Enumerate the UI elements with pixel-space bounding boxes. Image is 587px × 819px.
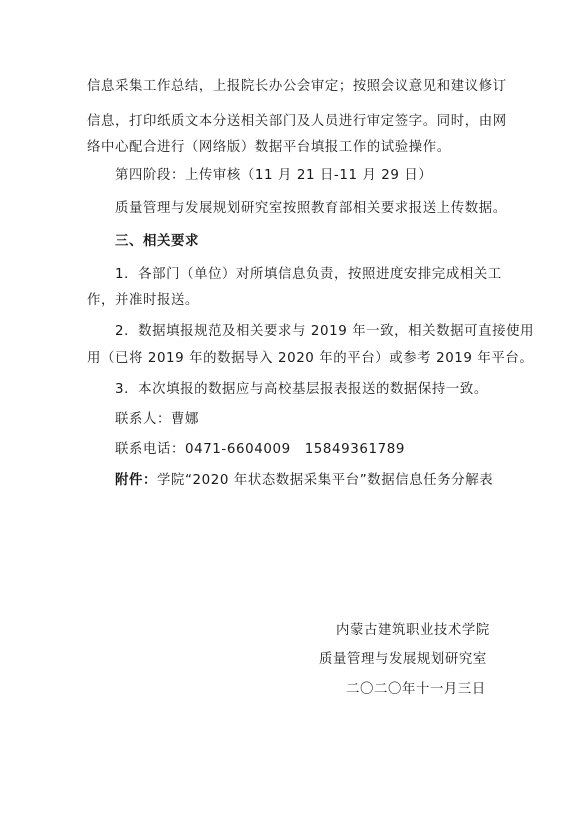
signature-org: 内蒙古建筑职业技术学院 xyxy=(336,623,490,638)
stage4-title: 第四阶段：上传审核（11 月 21 日-11 月 29 日） xyxy=(115,168,433,183)
section-heading: 三、相关要求 xyxy=(115,234,199,249)
requirement-2-line1: 2．数据填报规范及相关要求与 2019 年一致，相关数据可直接使用 xyxy=(115,324,535,339)
requirement-2-line2: 用（已将 2019 年的数据导入 2020 年的平台）或参考 2019 年平台。 xyxy=(87,351,534,366)
signature-date: 二〇二〇年十一月三日 xyxy=(346,682,486,697)
paragraph-line: 信息，打印纸质文本分送相关部门及人员进行审定签字。同时，由网 xyxy=(87,114,507,129)
paragraph-line: 信息采集工作总结，上报院长办公会审定；按照会议意见和建议修订 xyxy=(87,79,507,94)
requirement-1-line2: 作，并准时报送。 xyxy=(87,293,199,308)
paragraph-line: 络中心配合进行（网络版）数据平台填报工作的试验操作。 xyxy=(87,140,451,155)
requirement-3: 3．本次填报的数据应与高校基层报表报送的数据保持一致。 xyxy=(115,382,488,397)
stage4-text: 质量管理与发展规划研究室按照教育部相关要求报送上传数据。 xyxy=(115,201,507,216)
contact-person: 联系人：曹娜 xyxy=(115,412,199,427)
contact-phone: 联系电话：0471-6604009 15849361789 xyxy=(115,442,406,457)
signature-dept: 质量管理与发展规划研究室 xyxy=(319,652,487,667)
attachment-line xyxy=(115,472,535,490)
attachment-text: 学院“2020 年状态数据采集平台”数据信息任务分解表 xyxy=(156,473,494,488)
requirement-1-line1: 1．各部门（单位）对所填信息负责，按照进度安排完成相关工 xyxy=(115,267,502,282)
attachment-label: 附件： xyxy=(115,473,157,488)
